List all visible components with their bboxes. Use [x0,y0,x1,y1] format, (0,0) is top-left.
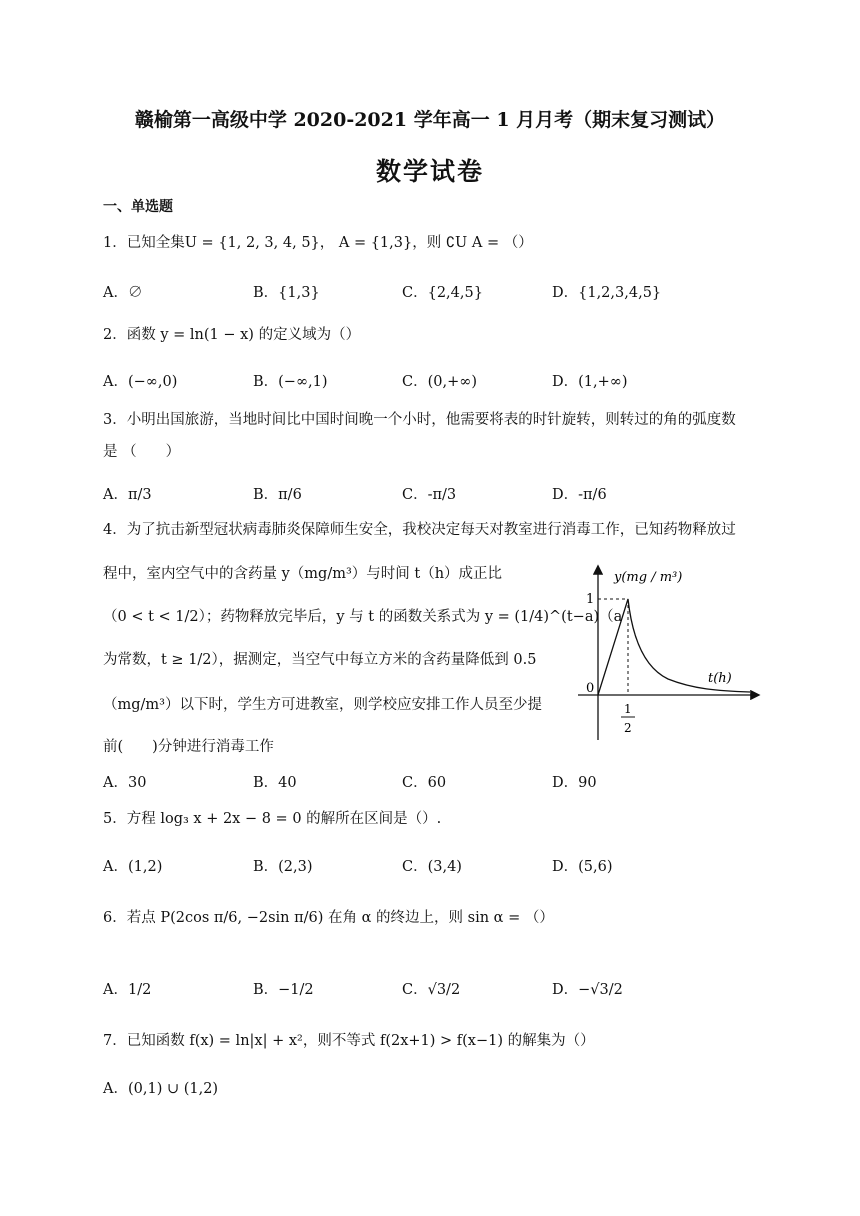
q3-option-a: A．π/3 [103,487,152,503]
q3-option-b: B．π/6 [253,487,302,503]
q1-option-b: B．{1,3} [253,285,320,301]
question-3-stem-line2: 是 （ ） [103,444,181,460]
q5-option-d: D．(5,6) [552,859,613,875]
question-1-stem: 1．已知全集U = {1, 2, 3, 4, 5}， A = {1,3}，则 ∁U A = （） [103,235,533,251]
q2-option-d: D．(1,+∞) [552,374,628,390]
q3-option-d: D．-π/6 [552,487,607,503]
q5-option-b: B．(2,3) [253,859,313,875]
x-axis-label: t(h) [708,671,732,686]
question-3-stem-line1: 3．小明出国旅游，当地时间比中国时间晚一个小时，他需要将表的时针旋转，则转过的角的弧度数 [103,412,736,428]
question-4-line5: （mg/m³）以下时，学生方可进教室，则学校应安排工作人员至少提 [103,697,542,713]
x-tick-numerator: 1 [624,702,632,716]
question-4-line2: 程中，室内空气中的含药量 y（mg/m³）与时间 t（h）成正比 [103,566,503,582]
question-2-stem: 2．函数 y = ln(1 − x) 的定义域为（） [103,327,361,343]
section-heading: 一、单选题 [103,199,173,215]
q6-option-a: A．1/2 [103,982,152,998]
q5-option-c: C．(3,4) [402,859,462,875]
q2-option-a: A．(−∞,0) [103,374,178,390]
question-4-line3: （0 < t < 1/2）；药物释放完毕后，y 与 t 的函数关系式为 y = (1/4)^(t−a)（a [103,609,623,625]
q3-option-c: C．-π/3 [402,487,457,503]
q4-option-d: D．90 [552,775,597,791]
question-5-stem: 5．方程 log₃ x + 2x − 8 = 0 的解所在区间是（）. [103,811,442,827]
question-4-line6: 前( )分钟进行消毒工作 [103,739,274,755]
x-tick-denominator: 2 [624,721,632,735]
q5-option-a: A．(1,2) [103,859,163,875]
origin-label: 0 [586,681,595,696]
q2-option-b: B．(−∞,1) [253,374,328,390]
question-4-line4: 为常数，t ≥ 1/2），据测定，当空气中每立方米的含药量降低到 0.5 [103,652,537,668]
q4-option-b: B．40 [253,775,297,791]
y-axis-label: y(mg / m³) [614,570,683,585]
q1-option-a: A．∅ [103,285,143,301]
q6-option-c: C．√3/2 [402,982,461,998]
exam-header-title: 赣榆第一高级中学 2020-2021 学年高一 1 月月考（期末复习测试） [134,109,726,131]
q1-option-d: D．{1,2,3,4,5} [552,285,662,301]
question-6-stem: 6．若点 P(2cos π/6, −2sin π/6) 在角 α 的终边上，则 sin α = （） [103,910,554,926]
q1-option-c: C．{2,4,5} [402,285,483,301]
question-7-stem: 7．已知函数 f(x) = ln|x| + x²，则不等式 f(2x+1) > f(x−1) 的解集为（） [103,1033,595,1049]
q7-option-a: A．(0,1) ∪ (1,2) [103,1081,219,1097]
drug-concentration-graph [568,555,768,745]
q6-option-b: B．−1/2 [253,982,314,998]
q6-option-d: D．−√3/2 [552,982,623,998]
q2-option-c: C．(0,+∞) [402,374,477,390]
peak-value-label: 1 [586,592,595,607]
question-4-line1: 4．为了抗击新型冠状病毒肺炎保障师生安全，我校决定每天对教室进行消毒工作，已知药物释放过 [103,522,736,538]
q4-option-c: C．60 [402,775,447,791]
exam-subject-title: 数学试卷 [375,157,484,186]
q4-option-a: A．30 [103,775,147,791]
